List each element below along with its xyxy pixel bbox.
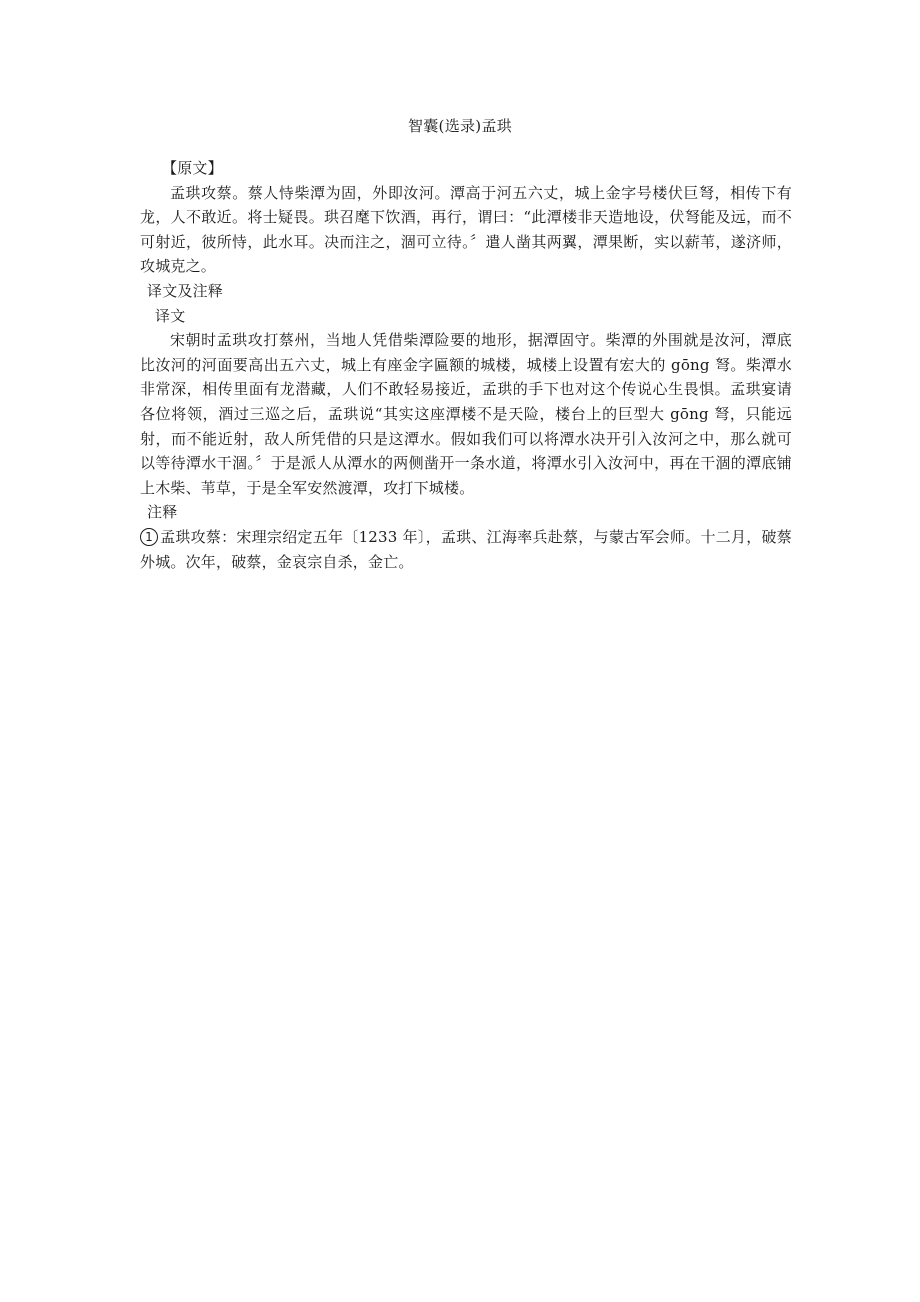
note-number-marker: 1 [140, 528, 158, 546]
document-body [140, 156, 792, 574]
translation-heading: 译文 [155, 306, 186, 325]
document-title: 智囊(选录)孟珙 [407, 117, 513, 135]
translation-paragraph: 宋朝时孟珙攻打蔡州，当地人凭借柴潭险要的地形，据潭固守。柴潭的外围就是汝河，潭底比汝河的河面要高出五六丈，城上有座金字匾额的城楼，城楼上设置有宏大的 gōng 弩。柴潭水非常深，相传里面有龙潜藏，人们不敢轻易接近，孟珙的手下也对这个传说心生畏惧。孟珙宴请各位将领，酒过三巡之后，孟珙说“其实这座潭楼不是天险，楼台上的巨型大 gōng 弩，只能远射，而不能近射，敌人所凭借的只是这潭水。假如我们可以将潭水决开引入汝河之中，那么就可以等待潭水干涸。〞于是派人从潭水的两侧凿开一条水道，将潭水引入汝河中，再在干涸的潭底铺上木柴、苇草，于是全军安然渡潭，攻打下城楼。 [140, 331, 792, 497]
notes-heading: 注释 [147, 503, 178, 522]
note-text: 孟珙攻蔡：宋理宗绍定五年〔1233 年〕，孟珙、江海率兵赴蔡，与蒙古军会师。十二月，破蔡外城。次年，破蔡，金哀宗自杀，金亡。 [140, 527, 792, 571]
original-text-paragraph: 孟珙攻蔡。蔡人恃柴潭为固，外即汝河。潭高于河五六丈，城上金字号楼伏巨弩，相传下有龙，人不敢近。将士疑畏。珙召麾下饮酒，再行，谓曰：“此潭楼非天造地设，伏弩能及远，而不可射近，彼所恃，此水耳。决而注之，涸可立待。〞遣人凿其两翼，潭果断，实以薪苇，遂济师，攻城克之。 [140, 183, 792, 276]
original-text-heading: 【原文】 [162, 159, 223, 177]
note-item [140, 525, 792, 574]
translation-and-notes-heading: 译文及注释 [147, 281, 224, 300]
